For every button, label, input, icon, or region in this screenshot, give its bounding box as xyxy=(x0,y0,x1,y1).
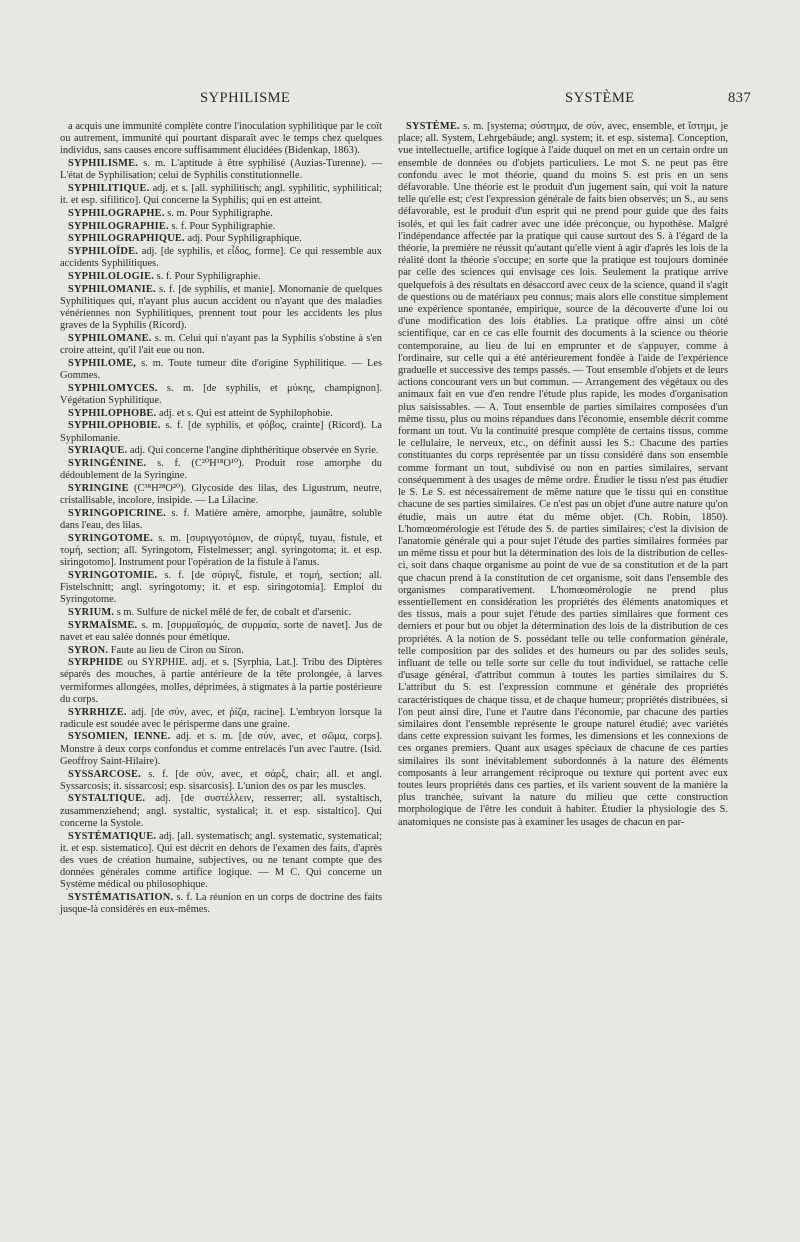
entry-headword: SYPHILOMANE. xyxy=(68,332,152,344)
entry-definition: s. m. Pour Syphiligraphe. xyxy=(167,207,273,219)
dictionary-entry xyxy=(60,483,382,507)
entry-headword: SYRINGOTOME. xyxy=(68,532,154,544)
entry-definition: adj. et s. [all. syphilitisch; angl. syphilitic, syphilitical; it. et esp. sifilitico]. Qui concerne la Syphilis; qui en est atteint. xyxy=(60,183,382,207)
header-right-word: SYSTÈME xyxy=(565,90,635,106)
entry-definition: s. f. Pour Syphiligraphie. xyxy=(171,220,276,232)
entry-definition: s. f. [de syphilis, et φόβος, crainte] (Ricord). La Syphilomanie. xyxy=(60,420,382,444)
entry-definition: s. f. [de σύν, avec, et σάρξ, chair; all. et angl. Syssarcosis; it. sissarcosi; esp. sisarcosis]. L'union des os par les muscles. xyxy=(60,768,382,792)
entry-definition: s. m. [de syphilis, et μύκης, champignon]. Végétation Syphilitique. xyxy=(60,382,382,406)
entry-headword: SYPHILOGRAPHE. xyxy=(68,207,165,219)
dictionary-entry xyxy=(60,645,382,657)
dictionary-entry xyxy=(60,246,382,270)
entry-definition: a acquis une immunité complète contre l'inoculation syphilitique par le coït ou autrement, immunité qui pourtant disparaît avec le temps chez quelques individus, sans causes encore suffisamment élucidées (Bidenkap, 1863). xyxy=(60,121,382,157)
running-header xyxy=(0,90,800,114)
dictionary-entry xyxy=(60,158,382,182)
entry-definition: adj. et s. Qui est atteint de Syphilophobie. xyxy=(158,407,333,419)
dictionary-entry xyxy=(60,233,382,245)
dictionary-entry xyxy=(398,121,728,829)
dictionary-entry xyxy=(60,793,382,830)
entry-headword: SYSOMIEN, IENNE. xyxy=(68,731,171,743)
entry-headword: SYPHILOGRAPHIE. xyxy=(68,220,169,232)
entry-definition: s. f. Pour Syphiligraphie. xyxy=(156,270,261,282)
dictionary-entry xyxy=(60,121,382,158)
entry-definition: adj. Qui concerne l'angine diphthéritique observée en Syrie. xyxy=(129,445,379,457)
entry-headword: SYRINGINE xyxy=(68,482,129,494)
entry-headword: SYSSARCOSE. xyxy=(68,768,141,780)
entry-headword: SYPHILOLOGIE. xyxy=(68,270,155,282)
entry-headword: SYPHILITIQUE. xyxy=(68,183,150,195)
entry-definition: Faute au lieu de Ciron ou Siron. xyxy=(110,644,244,656)
entry-headword: SYPHILOÏDE. xyxy=(68,246,139,258)
entry-definition: s. f. [de σύριγξ, fistule, et τομή, section; all. Fistelschnitt; angl. syringotomy; it. et esp. siringotomia]. Emploi du Syringotome. xyxy=(60,569,382,606)
dictionary-entry xyxy=(60,221,382,233)
right-column xyxy=(398,121,728,829)
entry-definition: s. f. (C²⁰H¹⁸O¹⁰). Produit rose amorphe du dédoublement de la Syringine. xyxy=(60,457,382,482)
dictionary-entry xyxy=(60,445,382,457)
dictionary-entry xyxy=(60,408,382,420)
entry-definition: s. f. Matière amère, amorphe, jaunâtre, soluble dans l'eau, des lilas. xyxy=(60,507,382,531)
entry-headword: SYSTÉMATISATION. xyxy=(68,892,174,904)
dictionary-entry xyxy=(60,208,382,220)
left-column xyxy=(60,121,382,917)
entry-headword: SYSTALTIQUE. xyxy=(68,793,146,805)
dictionary-entry xyxy=(60,570,382,607)
entry-headword: SYRMAÏSME. xyxy=(68,619,138,631)
dictionary-entry xyxy=(60,284,382,333)
entry-definition: s. m. [συριγγοτόμιον, de σύριγξ, tuyau, fistule, et τομή, section; all. Syringotom, Fistelmesser; angl. syringotoma; it. et esp. siringotomo]. Instrument pour l'opération de la fistule à l'anus. xyxy=(60,532,382,569)
dictionary-entry xyxy=(60,657,382,706)
entry-definition: s. m. [systema; σύστημα, de σύν, avec, ensemble, et ἵστημι, je place; all. System, Lehrgebäude; angl. system; it. et esp. sistema]. Conception, vue intellectuelle, artifice logique à l'aide duquel on met en un certain ordre un ensemble de données ou d'objets particuliers. Le mot S. ne peut pas être confondu avec le mot théorie, quand du moins S. est pris en un sens défavorable. Une théorie est le produit d'un jugement sain, qui voit la nature telle qu'elle est; c'est l'expression générale de faits bien observés; un S., au sens défavorable, est le produit d'un esprit qui ne prend pour guide que des faits isolés, et qui les fait cadrer avec une idée préconçue, ou hypothèse. Malgré l'indépendance affectée par la pratique qui cause surtout des S. à l'égard de la théorie, la première ne réussit qu'autant qu'elle vient à agir d'après les lois de la réalité dont la théorie s'occupe; en sorte que la pratique est toujours dominée par celle des sciences qui envisage ces lois. Seulement la pratique arrive quelquefois à des résultats en désaccord avec ceux de la science, quand il s'agit de questions ou de matériaux peu connus; mais alors elle constitue simplement une expérience spontanée, empirique, source de la découverte d'une loi ou d'une modification des lois établies. La pratique offre ainsi un côté scientifique, car en ce cas elle fournit des documents à la science ou théorie contemporaine, au lieu de lui en emprunter et de s'appuyer, comme à l'ordinaire, sur celle qui a été antérieurement fondée à l'aide de l'expérience graduelle et successive des temps passés. — Tout ensemble d'objets et de leurs actions concourant vers un but commun. — Arrangement des végétaux ou des animaux fait en vue d'en rendre l'étude plus rapide, les modes d'organisation plus saisissables. — A. Tout ensemble de parties similaires composées d'un même tissu, plus ou moins répandues dans l'économie, ensemble décrit comme formant un tout. Vu la continuité presque complète de certains tissus, comme le cellulaire, le nerveux, etc., on définit aussi les S.: Chacune des parties constituantes du corps représentée par un tissu considéré dans son ensemble comme formant un tout, subdivisé ou non en parties similaires, servant conséquemment à des usages de même ordre. Étudier le tissu n'est pas étudier le S. Le S. est nécessairement de même nature que le tissu qui en constitue chacune de ses parties similaires. Ce n'est pas un objet d'une autre nature qu'on étudie, mais un autre état du même objet. (Ch. Robin, 1850). L'homœomérologie est l'étude des S. de parties similaires; c'est la division de l'anatomie générale qui a pour sujet l'étude des parties similaires formées par un même tissu et pour but la détermination des lois de la distribution de celles-ci, soit dans chaque organisme au point de vue de sa constitution et de la part que chacun prend à la constitution de cet organisme, soit dans l'ensemble des organismes comparativement. L'homœomérologie ne prend plus essentiellement en considération les propriétés des éléments anatomiques et des tissus, mais a pour sujet l'étude des parties similaires que forment ces derniers et pour but ou objet la détermination des lois de la distribution de ces propriétés. A la notion de S. possédant telle ou telle conformation générale, telle composition par des solides et des humeurs ou par des solides seuls, influant de telle ou telle sorte sur celle du tout individuel, se rattache celle d'usage général, d'attribut commun à toutes les parties similaires du S. L'attribut du S. est l'expression commune et générale des propriétés caractéristiques de chaque tissu, et de chaque humeur; propriétés distribuées, si l'on peut ainsi dire, l'une et l'autre dans l'économie, par chacune des parties similaires dont l'ensemble représente le groupe naturel étudié; avec variétés dans cette expression suivant les formes, les dimensions et les connexions de ces organes premiers. Quant aux usages spéciaux de chacune de ces parties similaires ils sont inévitablement subordonnés à la nature des éléments composants à leur arrangement réciproque ou texture qui portent avec eux toutes leurs propriétés dans ces parties, et ils varient souvent de la manière la plus tranchée, suivant la nature du milieu que cette construction morphologique de l'être les conduit à habiter. Étudier la physiologie des S. anatomiques ne consiste pas à examiner les usages de chacun en par- xyxy=(398,121,728,828)
dictionary-entry xyxy=(60,358,382,382)
entry-headword: SYPHILOPHOBE. xyxy=(68,407,157,419)
dictionary-entry xyxy=(60,271,382,283)
header-left-word: SYPHILISME xyxy=(200,90,291,106)
entry-definition: (C³⁸H²⁸O²⁰). Glycoside des lilas, des Ligustrum, neutre, cristallisable, incolore, insipide. — La Lilacine. xyxy=(60,482,382,507)
dictionary-entry xyxy=(60,508,382,532)
entry-definition: s. m. Celui qui n'ayant pas la Syphilis s'obstine à s'en croire atteint, qu'il l'ait eue ou non. xyxy=(60,332,382,357)
dictionary-entry xyxy=(60,731,382,768)
entry-headword: SYRIAQUE. xyxy=(68,445,128,457)
entry-headword: SYPHILOMYCES. xyxy=(68,382,158,394)
entry-headword: SYRINGÉNINE. xyxy=(68,457,147,469)
dictionary-entry xyxy=(60,383,382,407)
entry-definition: s. m. [συρμαϊσμός, de συρμαία, sorte de navet]. Jus de navet et eau salée donnés pour émétique. xyxy=(60,619,382,643)
entry-definition: adj. Pour Syphiligraphique. xyxy=(187,233,302,245)
entry-headword: SYRON. xyxy=(68,644,109,656)
dictionary-entry xyxy=(60,607,382,619)
entry-headword: SYRINGOTOMIE. xyxy=(68,569,158,581)
entry-headword: SYRRHIZE. xyxy=(68,706,127,718)
entry-definition: ou SYRPHIE. adj. et s. [Syrphia, Lat.]. Tribu des Diptères séparés des mouches, à partie antérieure de la tête prolongée, à larves vermiformes allongées, molles, déprimées, à stigmates à la partie postérieure du corps. xyxy=(60,657,382,705)
entry-headword: SYRIUM. xyxy=(68,606,115,618)
dictionary-entry xyxy=(60,420,382,444)
entry-definition: adj. et s. m. [de σύν, avec, et σῶμα, corps]. Monstre à deux corps confondus et comme entrelacés l'un avec l'autre. (Isid. Geoffroy Saint-Hilaire). xyxy=(60,731,382,767)
entry-definition: s. f. [de syphilis, et manie]. Monomanie de quelques Syphilitiques qui, n'ayant plus aucun accident ou n'ayant que des maladies vénériennes non Syphilitiques, prennent tout pour les accidents les plus graves de la Syphilis (Ricord). xyxy=(60,283,382,332)
entry-definition: s. f. La réunion en un corps de doctrine des faits jusque-là considérés en eux-mêmes. xyxy=(60,892,382,916)
dictionary-entry xyxy=(60,892,382,916)
entry-headword: SYRINGOPICRINE. xyxy=(68,507,166,519)
dictionary-entry xyxy=(60,620,382,644)
entry-headword: SYPHILISME. xyxy=(68,158,139,170)
dictionary-entry xyxy=(60,183,382,207)
entry-headword: SYSTÉMATIQUE. xyxy=(68,830,157,842)
entry-headword: SYPHILOGRAPHIQUE. xyxy=(68,233,185,245)
entry-definition: adj. [all. systematisch; angl. systematic, systematical; it. et esp. sistematico]. Qui est décrit en dehors de l'examen des faits, d'après des vues de création humaine, subjectives, ou ne tenant compte que des données générales comme artifice logique. — M C. Qui concerne un Système médical ou philosophique. xyxy=(60,830,382,891)
entry-definition: s m. Sulfure de nickel mêlé de fer, de cobalt et d'arsenic. xyxy=(116,606,352,618)
dictionary-entry xyxy=(60,831,382,892)
entry-headword: SYRPHIDE xyxy=(68,657,124,669)
dictionary-entry xyxy=(60,707,382,731)
dictionary-entry xyxy=(60,769,382,793)
page-number: 837 xyxy=(728,90,752,106)
dictionary-entry xyxy=(60,533,382,570)
entry-headword: SYPHILOMANIE. xyxy=(68,283,156,295)
entry-definition: adj. [de σύν, avec, et ῥίζα, racine]. L'embryon lorsque la radicule est soudée avec le périsperme dans une graine. xyxy=(60,706,382,730)
entry-definition: s. m. Toute tumeur dite d'origine Syphilitique. — Les Gommes. xyxy=(60,357,382,382)
entry-headword: SYPHILOME, xyxy=(68,357,137,369)
dictionary-entry xyxy=(60,458,382,482)
entry-definition: adj. [de συστέλλειν, resserrer; all. systaltisch, zusammenziehend; angl. systaltic, systalical; it. et esp. sistaltico]. Qui concerne la Systole. xyxy=(60,793,382,829)
entry-definition: adj. [de syphilis, et εἶδος, forme]. Ce qui ressemble aux accidents Syphilitiques. xyxy=(60,246,382,270)
dictionary-entry xyxy=(60,333,382,357)
entry-headword: SYSTÈME. xyxy=(406,121,460,132)
entry-definition: s. m. L'aptitude à être syphilisé (Auzias-Turenne). — L'état de Syphilisation; celui de Syphilis constitutionnelle. xyxy=(60,158,382,182)
entry-headword: SYPHILOPHOBIE. xyxy=(68,420,161,432)
